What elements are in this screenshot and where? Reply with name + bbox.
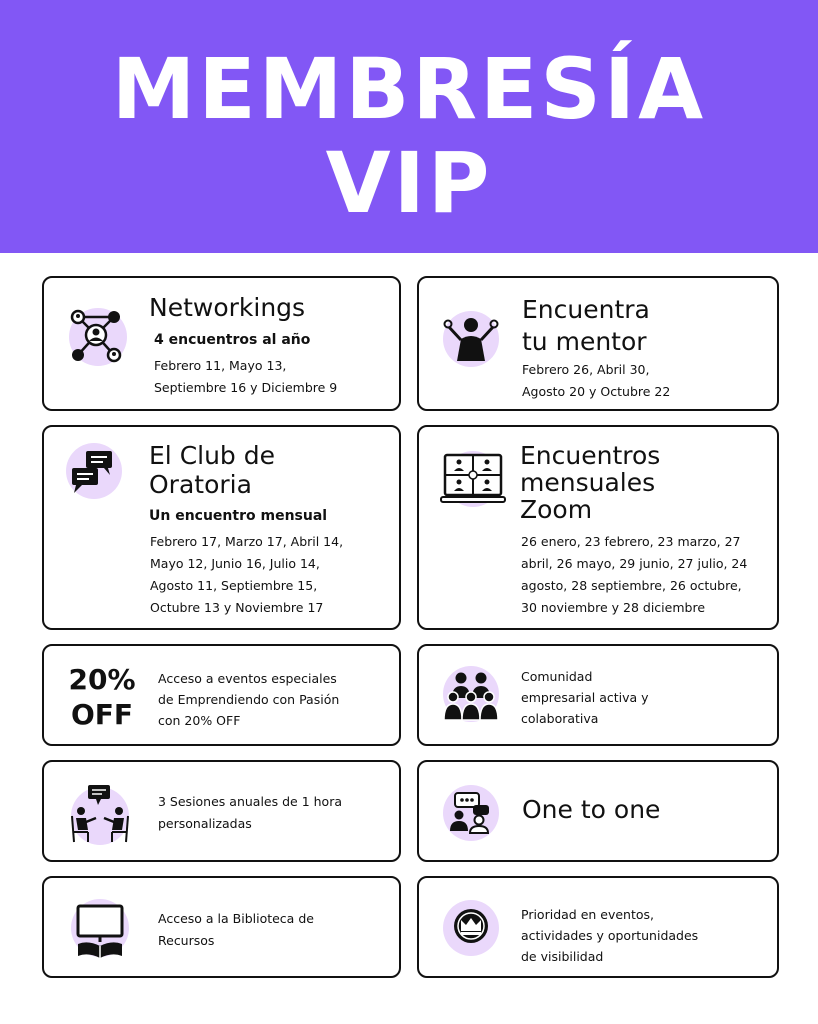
card-text-line: agosto, 28 septiembre, 26 octubre, — [521, 578, 742, 593]
meeting-chairs-icon — [68, 780, 132, 848]
card-community — [417, 644, 779, 746]
card-text-line: Recursos — [158, 933, 215, 948]
card-text-line: 30 noviembre y 28 diciembre — [521, 600, 706, 615]
card-networkings — [42, 276, 401, 411]
card-text-line: abril, 26 mayo, 29 junio, 27 julio, 24 — [521, 556, 748, 571]
card-discount — [42, 644, 401, 746]
header-banner — [0, 0, 818, 253]
card-title-line: mensuales — [520, 468, 656, 497]
book-screen-icon — [68, 894, 132, 962]
mentor-icon — [439, 305, 503, 369]
card-title-line: Zoom — [520, 495, 593, 524]
card-text-line: Prioridad en eventos, — [521, 907, 655, 922]
card-title: Networkings — [149, 293, 306, 322]
card-title-line: Encuentra — [522, 295, 650, 324]
card-text-line: de visibilidad — [521, 949, 604, 964]
card-text-line: Comunidad — [521, 669, 593, 684]
card-text-line: Acceso a la Biblioteca de — [158, 911, 314, 926]
one-to-one-chat-icon — [441, 781, 505, 845]
card-subtitle: 4 encuentros al año — [154, 332, 311, 348]
card-text-line: con 20% OFF — [158, 713, 241, 728]
video-call-laptop-icon — [439, 447, 507, 511]
crown-badge-icon — [441, 896, 505, 960]
card-title-line: tu mentor — [522, 327, 647, 356]
card-text-line: Agosto 11, Septiembre 15, — [150, 578, 318, 593]
card-text-line: 26 enero, 23 febrero, 23 marzo, 27 — [521, 534, 741, 549]
group-people-icon — [441, 664, 505, 728]
card-text-line: empresarial activa y — [521, 690, 649, 705]
card-text-line: 3 Sesiones anuales de 1 hora — [158, 794, 342, 809]
header-title-line1: MEMBRESÍA — [111, 40, 707, 138]
card-text-line: Acceso a eventos especiales — [158, 671, 337, 686]
card-text-line: Mayo 12, Junio 16, Julio 14, — [150, 556, 320, 571]
card-text-line: Febrero 26, Abril 30, — [522, 362, 650, 377]
card-priority — [417, 876, 779, 978]
card-oratoria — [42, 425, 401, 630]
card-text-line: personalizadas — [158, 816, 252, 831]
discount-off: OFF — [70, 698, 134, 731]
discount-percent: 20% — [68, 663, 136, 696]
card-title-line: Oratoria — [149, 470, 252, 499]
card-text-line: Agosto 20 y Octubre 22 — [522, 384, 671, 399]
card-title-line: El Club de — [149, 441, 276, 470]
card-library — [42, 876, 401, 978]
card-text-line: Febrero 17, Marzo 17, Abril 14, — [150, 534, 344, 549]
card-title: One to one — [522, 795, 661, 824]
card-text-line: colaborativa — [521, 711, 599, 726]
card-text-line: Septiembre 16 y Diciembre 9 — [154, 380, 338, 395]
card-zoom — [417, 425, 779, 630]
card-text-line: Febrero 11, Mayo 13, — [154, 358, 287, 373]
card-text-line: actividades y oportunidades — [521, 928, 699, 943]
card-one-to-one — [417, 760, 779, 862]
card-text-line: Octubre 13 y Noviembre 17 — [150, 600, 324, 615]
chat-bubbles-icon — [64, 441, 128, 505]
header-title-line2: VIP — [325, 134, 493, 232]
card-title-line: Encuentros — [520, 441, 661, 470]
card-mentor — [417, 276, 779, 411]
card-subtitle: Un encuentro mensual — [149, 508, 328, 524]
card-text-line: de Emprendiendo con Pasión — [158, 692, 340, 707]
network-icon — [64, 303, 128, 367]
card-sessions — [42, 760, 401, 862]
